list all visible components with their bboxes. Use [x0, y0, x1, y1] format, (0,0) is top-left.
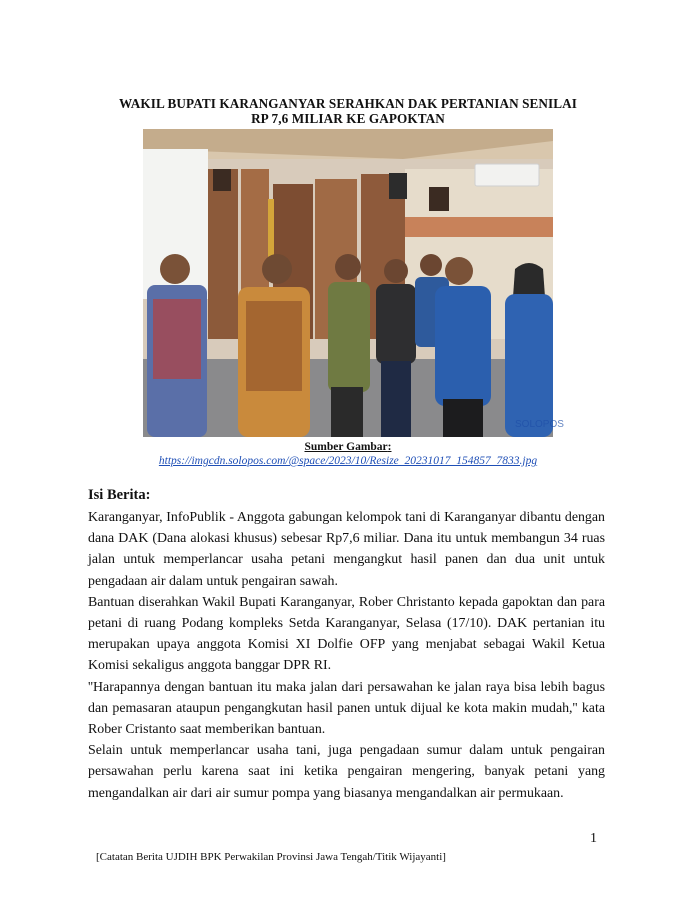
paragraph-1: Karanganyar, InfoPublik - Anggota gabungan kelompok tani di Karanganyar dibantu dengan dana DAK (Dana alokasi khusus) sebesar Rp7,6 miliar. Dana itu untuk membangun 34 ruas jalan untuk memperlancar usaha petani mengangkut hasil panen dan dua unit untuk pengadaan air dalam untuk pengairan sawah. — [88, 510, 605, 589]
section-heading: Isi Berita: — [88, 487, 151, 503]
paragraph-3: ''Harapannya dengan bantuan itu maka jalan dari persawahan ke jalan raya bisa lebih bagus dan pemasaran ataupun pengangkutan hasil panen untuk dijual ke kota makin mudah,'' kata Rober Cristanto saat memberikan bantuan. — [88, 679, 605, 738]
paragraph-4: Selain untuk memperlancar usaha tani, juga pengadaan sumur dalam untuk pengairan persawahan perlu karena saat ini ketika pengairan mengering, banyak petani yang mengandalkan air dari air sumur pompa yang biasanya mengandalkan air permukaan. — [88, 743, 605, 801]
article-body — [88, 507, 605, 804]
svg-text:SOLOPOS: SOLOPOS — [515, 419, 564, 430]
page-number: 1 — [590, 831, 597, 846]
title-line-1: WAKIL BUPATI KARANGANYAR SERAHKAN DAK PERTANIAN SENILAI — [118, 96, 578, 111]
news-photo-illustration — [143, 129, 564, 437]
news-photo — [143, 129, 564, 437]
image-caption — [100, 440, 596, 468]
caption-label: Sumber Gambar — [304, 441, 388, 453]
source-url-link[interactable]: https://imgcdn.solopos.com/@space/2023/10/Resize_20231017_154857_7833.jpg — [158, 455, 538, 467]
paragraph-2: Bantuan diserahkan Wakil Bupati Karanganyar, Rober Christanto kepada gapoktan dan para petani di ruang Podang kompleks Setda Karanganyar, Selasa (17/10). DAK pertanian itu merupakan upaya anggota Komisi XI Dolfie OFP yang menjabat sebagai Wakil Ketua Komisi sekaligus anggota banggar DPR RI. — [88, 594, 605, 674]
article-title — [90, 96, 606, 126]
caption-colon: : — [387, 441, 392, 453]
footer-note: [Catatan Berita UJDIH BPK Perwakilan Provinsi Jawa Tengah/Titik Wijayanti] — [96, 851, 446, 863]
title-line-2: RP 7,6 MILIAR KE GAPOKTAN — [251, 111, 445, 126]
